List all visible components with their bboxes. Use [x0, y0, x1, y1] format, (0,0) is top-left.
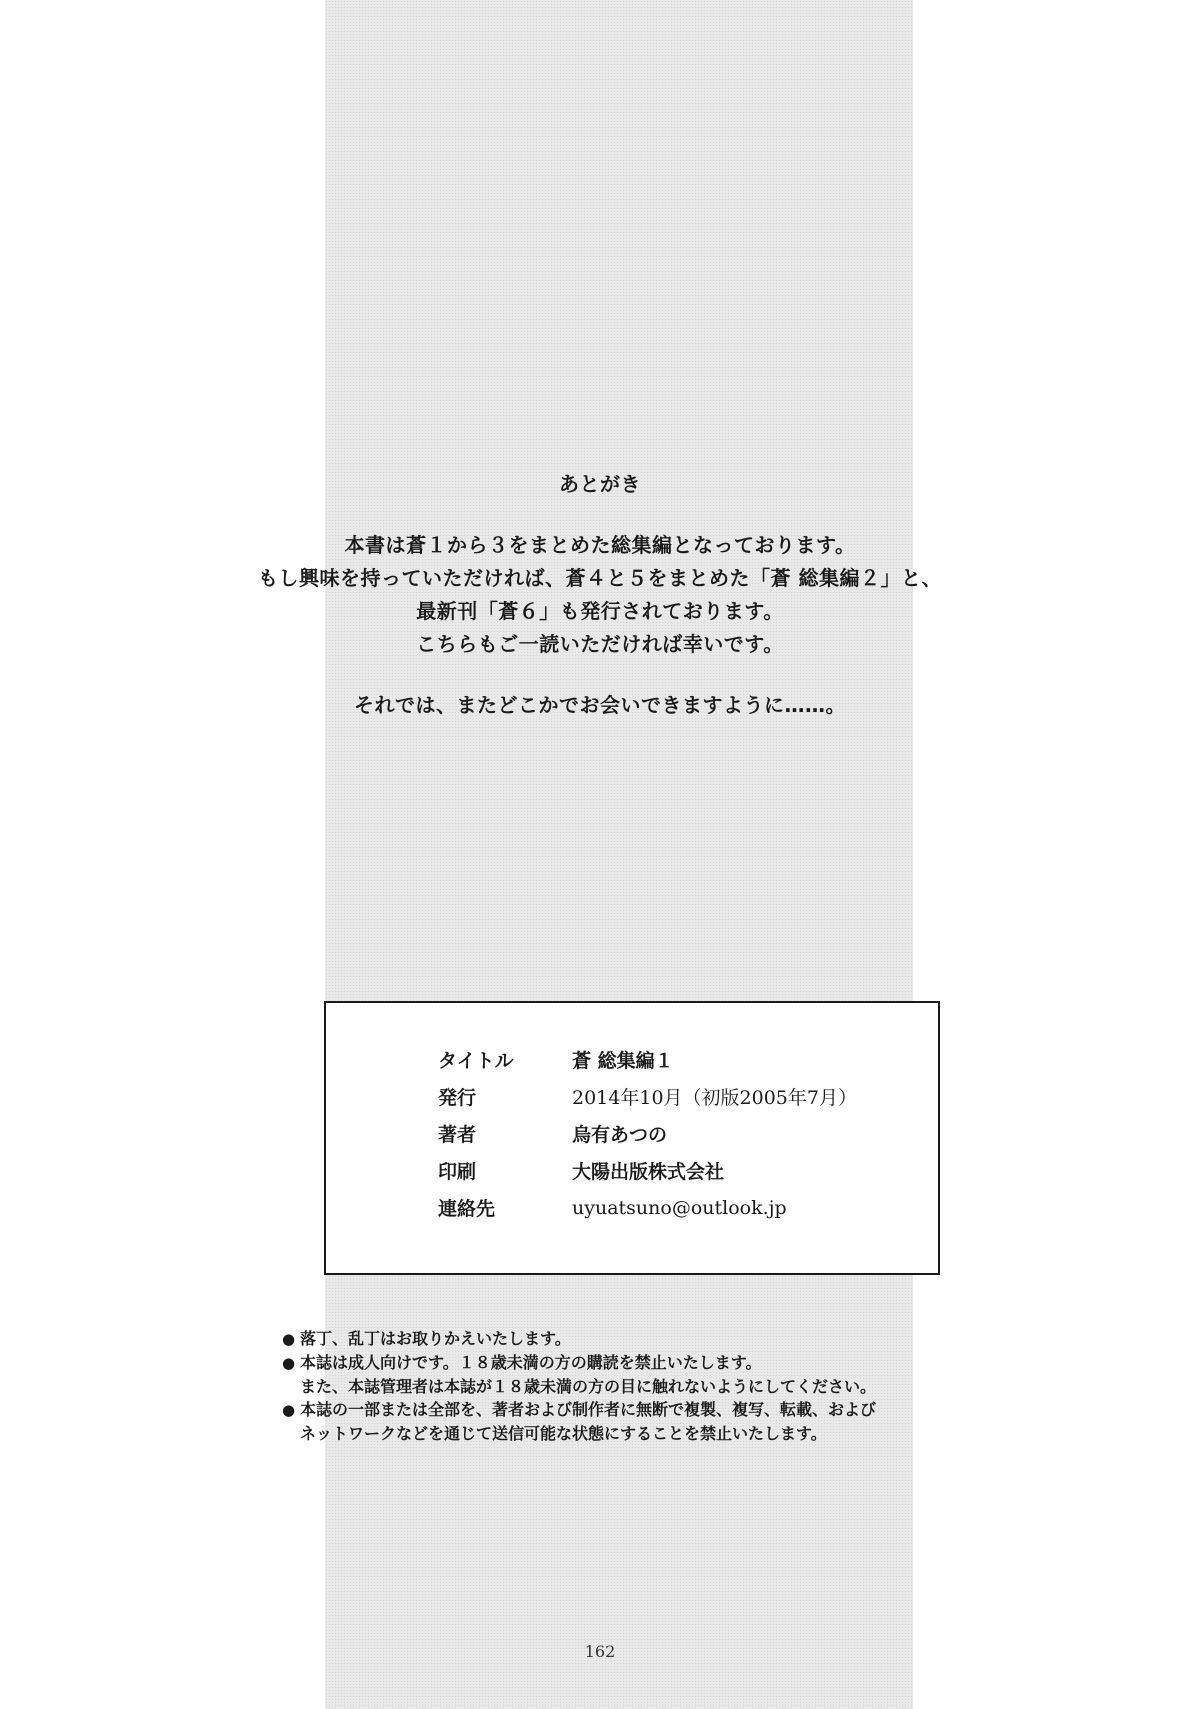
- notice-text: ネットワークなどを通じて送信可能な状態にすることを禁止いたします。: [300, 1424, 827, 1443]
- colophon-value: 大陽出版株式会社: [572, 1161, 725, 1183]
- colophon-value: 烏有あつの: [572, 1124, 668, 1146]
- colophon-label: 印刷: [438, 1161, 477, 1183]
- colophon-row-printer: [438, 1152, 857, 1189]
- colophon-value: 2014年10月（初版2005年7月）: [572, 1087, 857, 1109]
- colophon-label: タイトル: [438, 1050, 514, 1072]
- bullet-icon: ●: [282, 1401, 296, 1419]
- notice-text: 本誌は成人向けです。１８歳未満の方の購読を禁止いたします。: [300, 1353, 762, 1372]
- colophon-label: 連絡先: [438, 1198, 496, 1220]
- notice-text: 本誌の一部または全部を、著者および制作者に無断で複製、複写、転載、および: [300, 1400, 877, 1419]
- afterword-closing: それでは、またどこかでお会いできますように……。: [354, 693, 846, 717]
- colophon-label: 著者: [438, 1124, 477, 1146]
- notice-line: [282, 1375, 876, 1398]
- bullet-icon: ●: [282, 1354, 296, 1372]
- notice-line: [282, 1398, 876, 1422]
- afterword: [0, 468, 1200, 722]
- colophon-label: 発行: [438, 1087, 477, 1109]
- colophon-value: 蒼 総集編１: [572, 1050, 674, 1072]
- notice-text: また、本誌管理者は本誌が１８歳未満の方の目に触れないようにしてください。: [300, 1377, 877, 1396]
- colophon-table: [438, 1041, 857, 1226]
- notices: [282, 1327, 876, 1445]
- afterword-line: 本書は蒼１から３をまとめた総集編となっております。: [344, 533, 856, 557]
- notice-line: [282, 1422, 876, 1445]
- colophon-box: [324, 1001, 940, 1275]
- page-number: 162: [584, 1642, 616, 1661]
- colophon-row-published: [438, 1078, 857, 1115]
- afterword-line: もし興味を持っていただければ、蒼４と５をまとめた「蒼 総集編２」と、: [258, 566, 942, 590]
- screentone-band: [325, 0, 913, 1709]
- notice-line: [282, 1351, 876, 1375]
- afterword-title: あとがき: [559, 472, 641, 496]
- notice-line: [282, 1327, 876, 1351]
- colophon-row-title: [438, 1041, 857, 1078]
- bullet-icon: ●: [282, 1330, 296, 1348]
- contact-email: uyuatsuno@outlook.jp: [572, 1196, 787, 1219]
- colophon-row-author: [438, 1115, 857, 1152]
- colophon-row-contact: [438, 1189, 857, 1226]
- notice-text: 落丁、乱丁はお取りかえいたします。: [300, 1329, 571, 1348]
- afterword-line: 最新刊「蒼６」も発行されております。: [416, 599, 784, 623]
- afterword-line: こちらもご一読いただければ幸いです。: [416, 632, 784, 656]
